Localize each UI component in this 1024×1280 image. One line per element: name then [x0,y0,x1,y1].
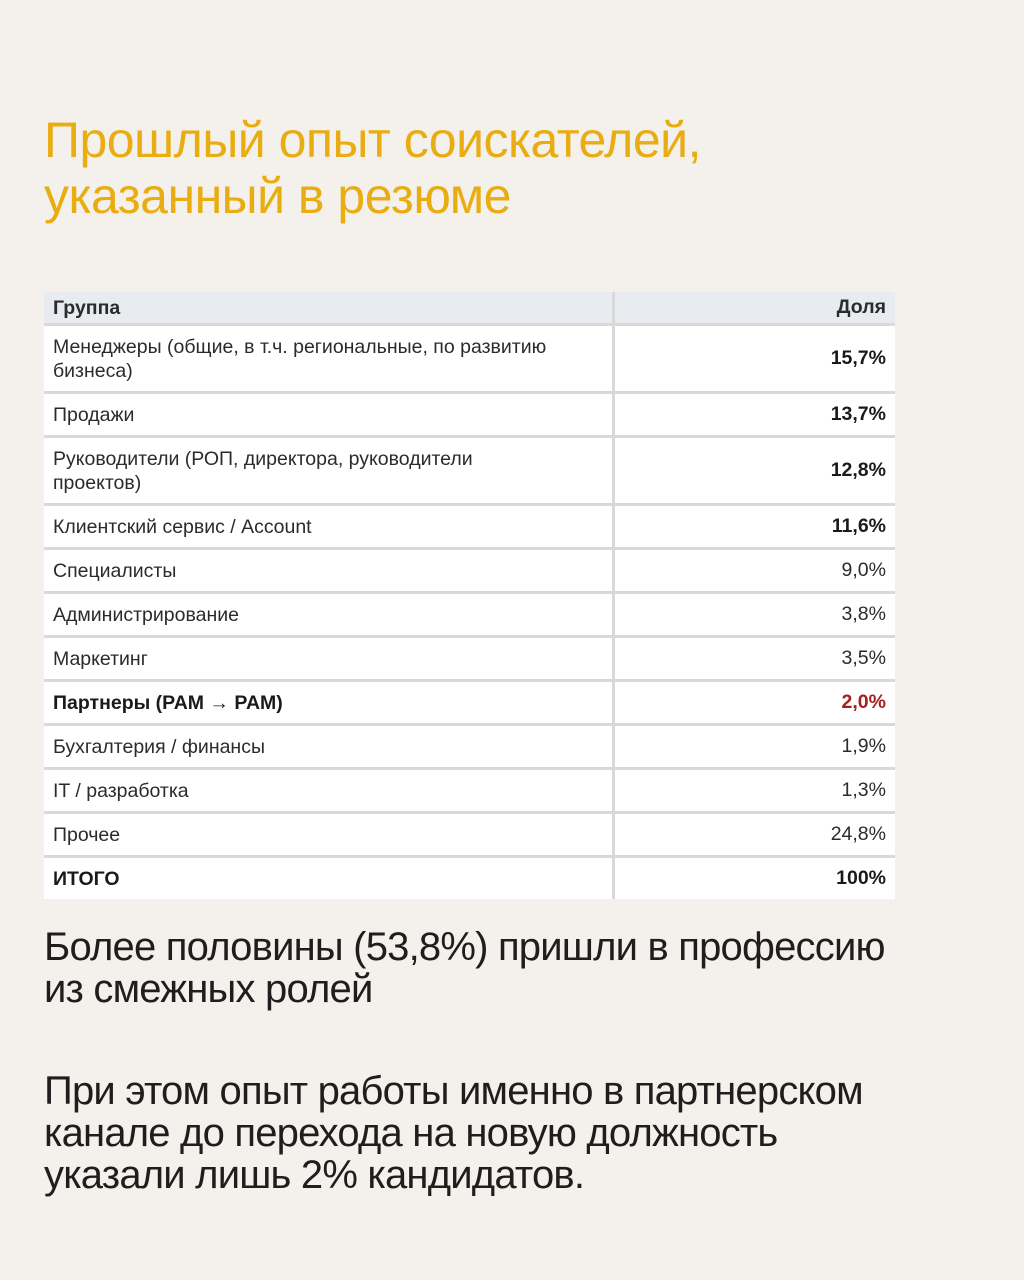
group-label: Партнеры (PAM → PAM) [44,682,615,723]
share-cell: 3,8% [841,603,886,625]
share-cell: 13,7% [830,403,886,425]
table-row [44,638,895,682]
share-cell: 15,7% [830,347,886,369]
group-label-cont: проектов) [53,471,142,494]
header-share: Доля [836,296,886,318]
share-cell: 1,9% [841,735,886,757]
table-row [44,726,895,770]
page-title [44,112,944,224]
table-row [44,550,895,594]
title-line-1: Прошлый опыт соискателей, [44,112,701,168]
total-share: 100% [836,867,886,889]
group-cell [44,326,615,391]
share-cell: 1,3% [841,779,886,801]
table-row-highlight [44,682,895,726]
table-row [44,594,895,638]
group-cell [44,438,615,503]
share-cell: 3,5% [841,647,886,669]
summary-line-2: из смежных ролей [44,967,373,1011]
share-cell: 12,8% [830,459,886,481]
group-label-cont: бизнеса) [53,359,133,382]
total-label: ИТОГО [44,858,615,899]
share-cell: 11,6% [831,515,886,537]
group-label: Менеджеры (общие, в т.ч. региональные, по развитию [53,335,547,358]
table-total-row [44,858,895,899]
note-line-3: указали лишь 2% кандидатов. [44,1153,585,1197]
group-label: Бухгалтерия / финансы [44,726,615,767]
header-group: Группа [44,292,615,323]
summary-paragraph [44,926,994,1010]
table-row [44,814,895,858]
group-label: IT / разработка [44,770,615,811]
summary-line-1: Более половины (53,8%) пришли в профессию [44,925,885,969]
group-label: Специалисты [44,550,615,591]
table-row [44,394,895,438]
group-label: Прочее [44,814,615,855]
group-label: Продажи [44,394,615,435]
note-line-1: При этом опыт работы именно в партнерском [44,1069,863,1113]
share-cell: 9,0% [841,559,886,581]
note-paragraph [44,1070,994,1196]
table-row [44,326,895,394]
table-header-row [44,292,895,326]
group-label: Клиентский сервис / Account [44,506,615,547]
experience-table [44,292,895,899]
group-label: Маркетинг [44,638,615,679]
title-line-2: указанный в резюме [44,168,511,224]
table-row [44,438,895,506]
note-line-2: канале до перехода на новую должность [44,1111,778,1155]
table-row [44,506,895,550]
table-row [44,770,895,814]
group-label: Администрирование [44,594,615,635]
share-cell-highlight: 2,0% [841,691,886,713]
share-cell: 24,8% [830,823,886,845]
group-label: Руководители (РОП, директора, руководители [53,447,473,470]
